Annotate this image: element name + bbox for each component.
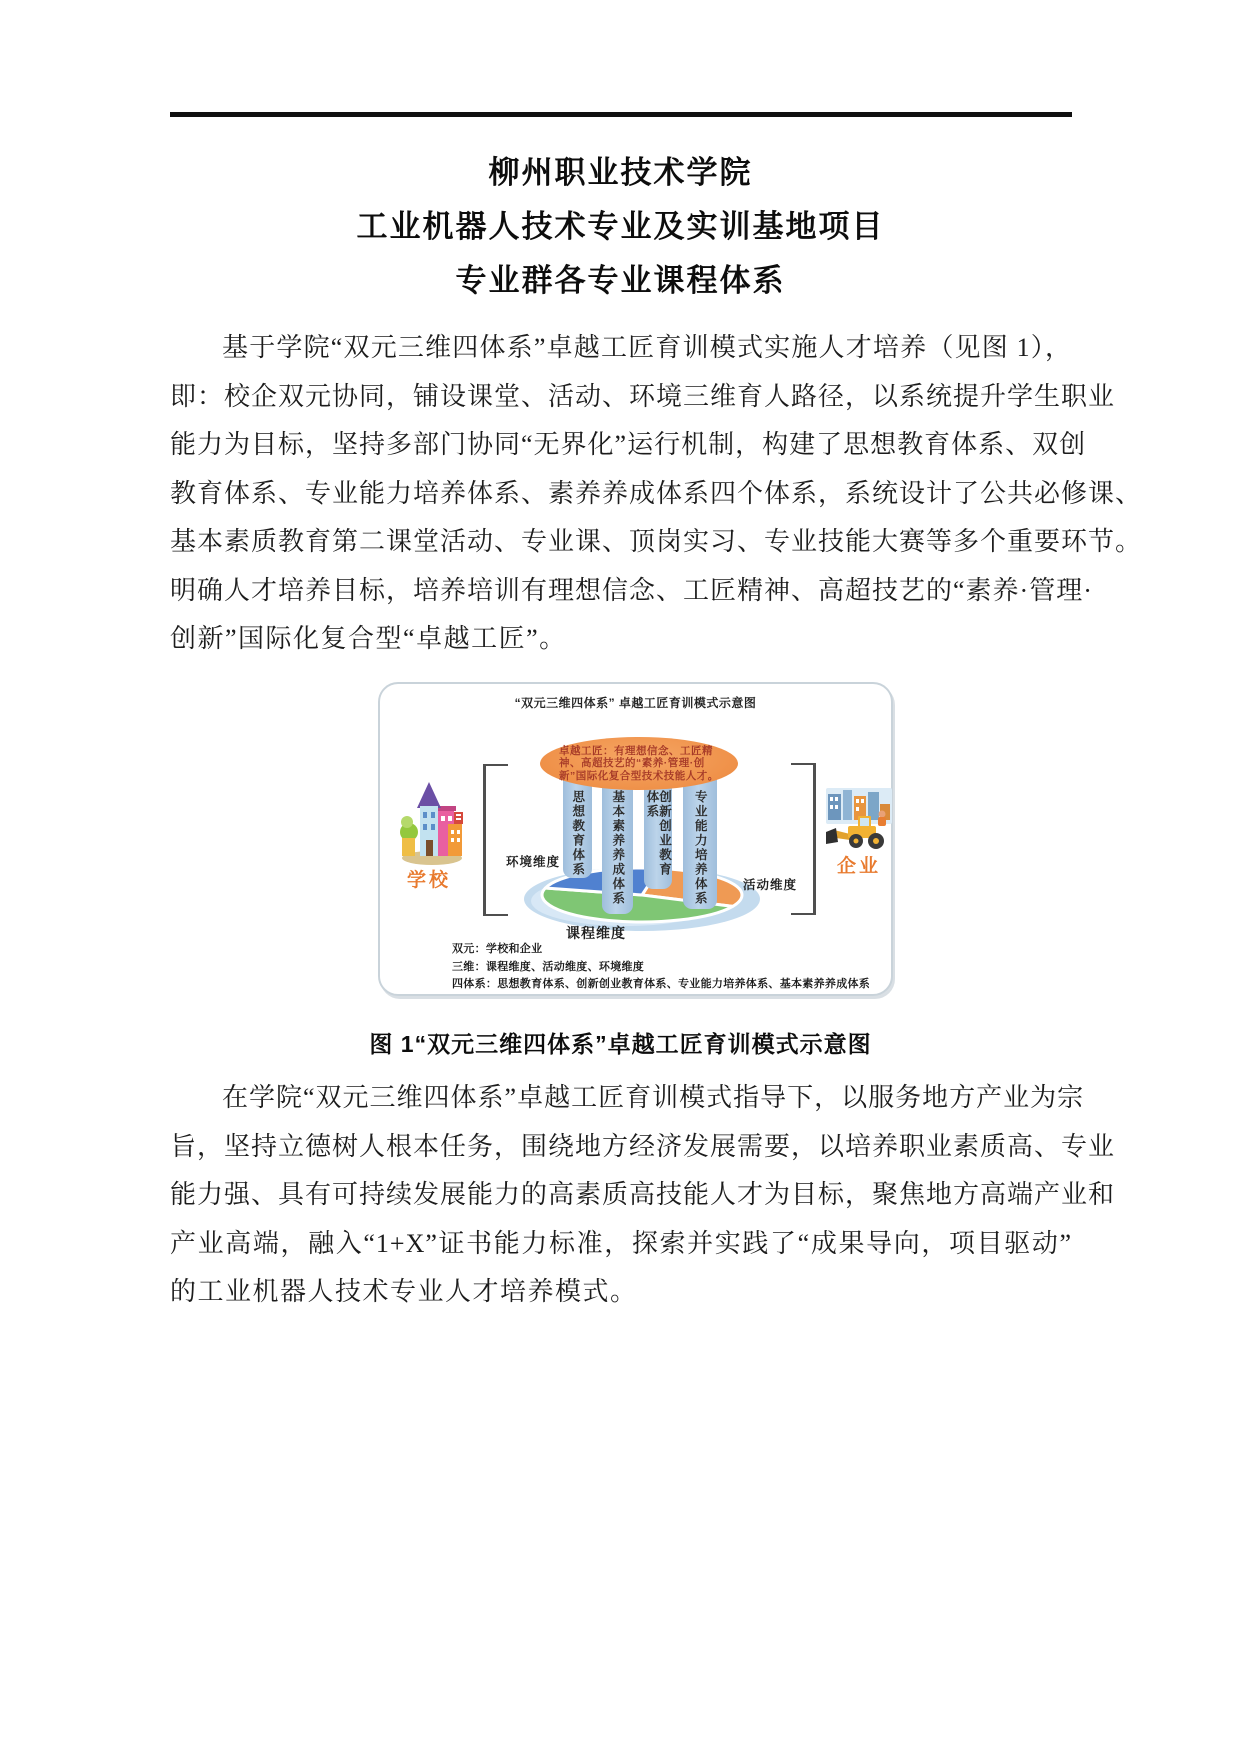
body-line: 基本素质教育第二课堂活动、专业课、顶岗实习、专业技能大赛等多个重要环节。 [170, 527, 1143, 556]
paragraph-2 [170, 1074, 1116, 1317]
title-line-1: 柳州职业技术学院 [488, 155, 753, 190]
paragraph-1 [170, 324, 1143, 664]
body-line: 产业高端，融入“1+X”证书能力标准，探索并实践了“成果导向，项目驱动” [170, 1228, 1072, 1258]
school-label: 学校 [406, 870, 451, 891]
body-line: 即：校企双元协同，铺设课堂、活动、环境三维育人路径，以系统提升学生职业 [170, 381, 1116, 411]
core-goal-text: 卓越工匠：有理想信念、工匠精神、高超技艺的“素养·管理·创新”国际化复合型技术技能人才。 [559, 744, 719, 782]
body-line: 教育体系、专业能力培养体系、素养养成体系四个体系，系统设计了公共必修课、 [170, 478, 1143, 508]
legend-line: 双元：学校和企业 [452, 943, 543, 955]
left-bracket [483, 764, 508, 916]
figure-1-panel [378, 682, 893, 996]
enterprise-illustration-icon [824, 786, 894, 850]
pillar-label: 创新创业教育体系 [645, 790, 672, 877]
pillar-label: 思想教育体系 [570, 790, 585, 877]
legend-line: 三维：课程维度、活动维度、环境维度 [452, 960, 645, 973]
body-line: 旨，坚持立德树人根本任务，围绕地方经济发展需要，以培养职业素质高、专业 [170, 1131, 1116, 1161]
figure-inner-title: “双元三维四体系” 卓越工匠育训模式示意图 [514, 696, 757, 710]
title-line-3: 专业群各专业课程体系 [455, 263, 786, 298]
school-illustration-icon [400, 780, 464, 866]
figure-caption: 图 1“双元三维四体系”卓越工匠育训模式示意图 [369, 1031, 872, 1057]
body-line: 在学院“双元三维四体系”卓越工匠育训模式指导下，以服务地方产业为宗 [222, 1083, 1085, 1112]
dimension-label-environment: 环境维度 [506, 855, 561, 869]
dimension-label-course: 课程维度 [566, 925, 626, 941]
pillar-label: 专业能力培养体系 [693, 790, 708, 906]
header-rule [170, 112, 1072, 117]
body-line: 基于学院“双元三维四体系”卓越工匠育训模式实施人才培养（见图 1）， [222, 333, 1072, 362]
enterprise-label: 企业 [836, 856, 881, 877]
figure-legend [452, 941, 882, 994]
dimension-label-activity: 活动维度 [743, 878, 798, 892]
body-line: 明确人才培养目标，培养培训有理想信念、工匠精神、高超技艺的“素养·管理· [170, 575, 1093, 605]
body-line: 能力强、具有可持续发展能力的高素质高技能人才为目标，聚焦地方高端产业和 [170, 1180, 1116, 1209]
body-line: 创新”国际化复合型“卓越工匠”。 [170, 624, 567, 653]
document-title-block [0, 146, 1241, 308]
core-goal-ellipse [540, 737, 738, 790]
legend-line: 四体系：思想教育体系、创新创业教育体系、专业能力培养体系、基本素养养成体系 [452, 978, 871, 990]
body-line: 的工业机器人技术专业人才培养模式。 [170, 1277, 638, 1306]
body-line: 能力为目标，坚持多部门协同“无界化”运行机制，构建了思想教育体系、双创 [170, 430, 1087, 459]
title-line-2: 工业机器人技术专业及实训基地项目 [356, 209, 885, 244]
pillar-label: 基本素养养成体系 [610, 790, 625, 906]
